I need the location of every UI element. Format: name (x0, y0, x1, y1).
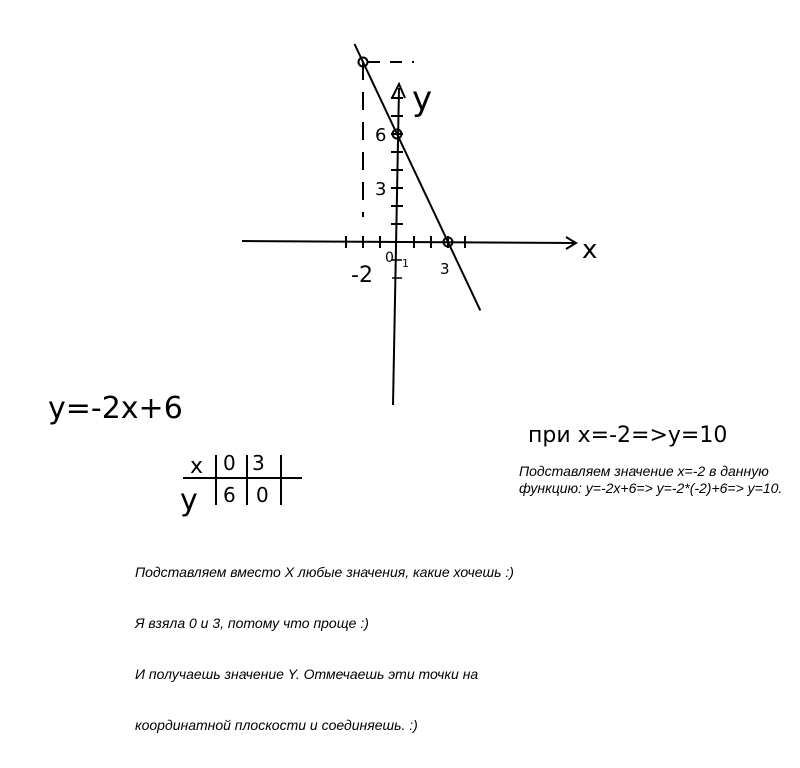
table-y-value: 6 (223, 483, 236, 507)
substitution-note: Подставляем значение x=-2 в данную функцию: y=-2x+6=> y=-2*(-2)+6=> y=10. (519, 463, 783, 496)
explanation-line: координатной плоскости и соединяешь. :) (135, 717, 418, 733)
table-x-label: x (190, 454, 204, 479)
x-axis (242, 241, 574, 243)
substitution-formula: при x=-2=>y=10 (528, 423, 728, 448)
dashed-guide-lines (363, 62, 414, 217)
table-y-value: 0 (256, 483, 269, 507)
table-x-value: 0 (223, 451, 236, 475)
value-table (180, 451, 302, 518)
y-tick-label: 3 (375, 179, 387, 200)
axes (242, 84, 576, 405)
axis-labels (351, 79, 597, 288)
table-y-label: y (180, 483, 198, 518)
x-tick-label: 1 (402, 257, 409, 270)
table-x-value: 3 (252, 451, 265, 475)
function-label: y=-2x+6 (48, 391, 183, 426)
x-tick-label: 3 (440, 260, 450, 278)
explanation-note (135, 530, 514, 768)
x-axis-label: x (582, 235, 598, 265)
y-tick-label: 6 (375, 125, 387, 146)
explanation-line: И получаешь значение Y. Отмечаешь эти точки на (135, 666, 479, 682)
y-axis-label: y (412, 79, 433, 119)
explanation-line: Я взяла 0 и 3, потому что проще :) (135, 615, 369, 631)
explanation-line: Подставляем вместо X любые значения, какие хочешь :) (135, 564, 514, 580)
x-tick-label: 0 (385, 250, 394, 266)
x-tick-label: -2 (351, 263, 373, 288)
